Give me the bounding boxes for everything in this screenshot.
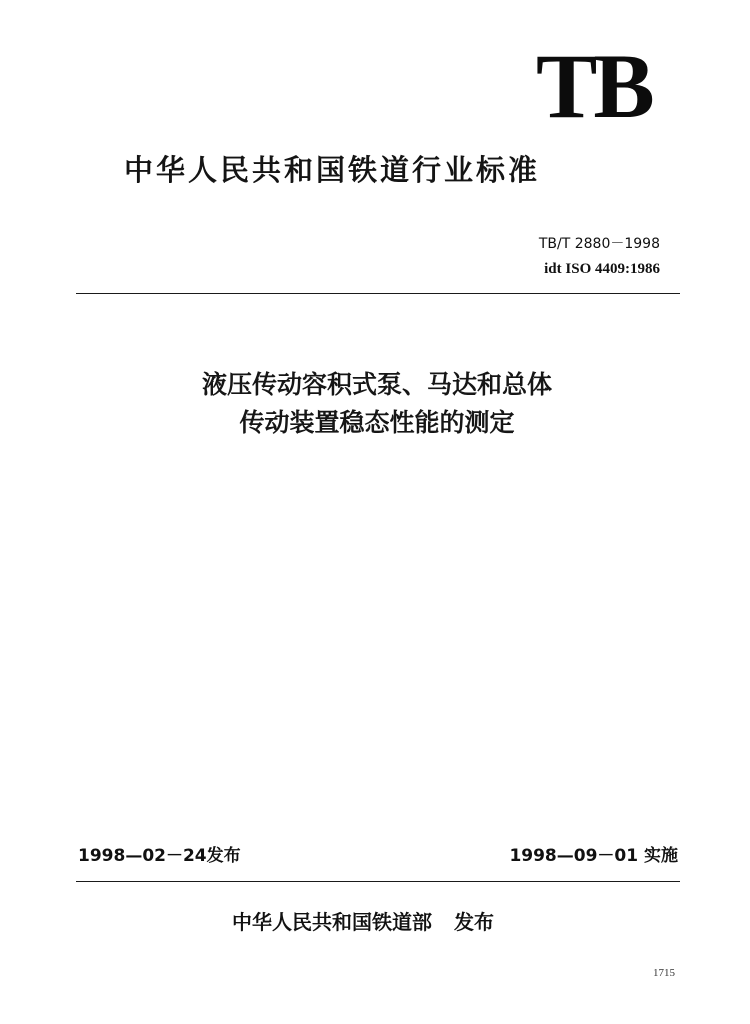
standard-number-block (539, 232, 660, 282)
effective-label: 实施 (644, 846, 678, 866)
issue-date-block (78, 844, 241, 868)
issue-label: 发布 (206, 846, 241, 866)
bottom-divider (76, 881, 680, 882)
org-title: 中华人民共和国铁道行业标准 (124, 153, 541, 187)
document-title-line-1: 液压传动容积式泵、马达和总体 (201, 370, 552, 399)
tb-logo: TB (536, 35, 651, 137)
publisher-name: 中华人民共和国铁道部 (232, 910, 432, 934)
standard-number: TB/T 2880－1998 (538, 236, 660, 252)
page-number: 1715 (653, 967, 675, 979)
publisher-action: 发布 (454, 910, 494, 934)
effective-date-block (509, 844, 678, 868)
issue-date: 1998—02－24 (78, 846, 207, 866)
document-title-line-2: 传动装置稳态性能的测定 (239, 408, 515, 437)
effective-date: 1998—09－01 (509, 846, 639, 866)
document-title (0, 366, 750, 442)
identical-standard: idt ISO 4409:1986 (544, 261, 660, 277)
top-divider (76, 293, 680, 294)
publisher-block (232, 907, 494, 937)
